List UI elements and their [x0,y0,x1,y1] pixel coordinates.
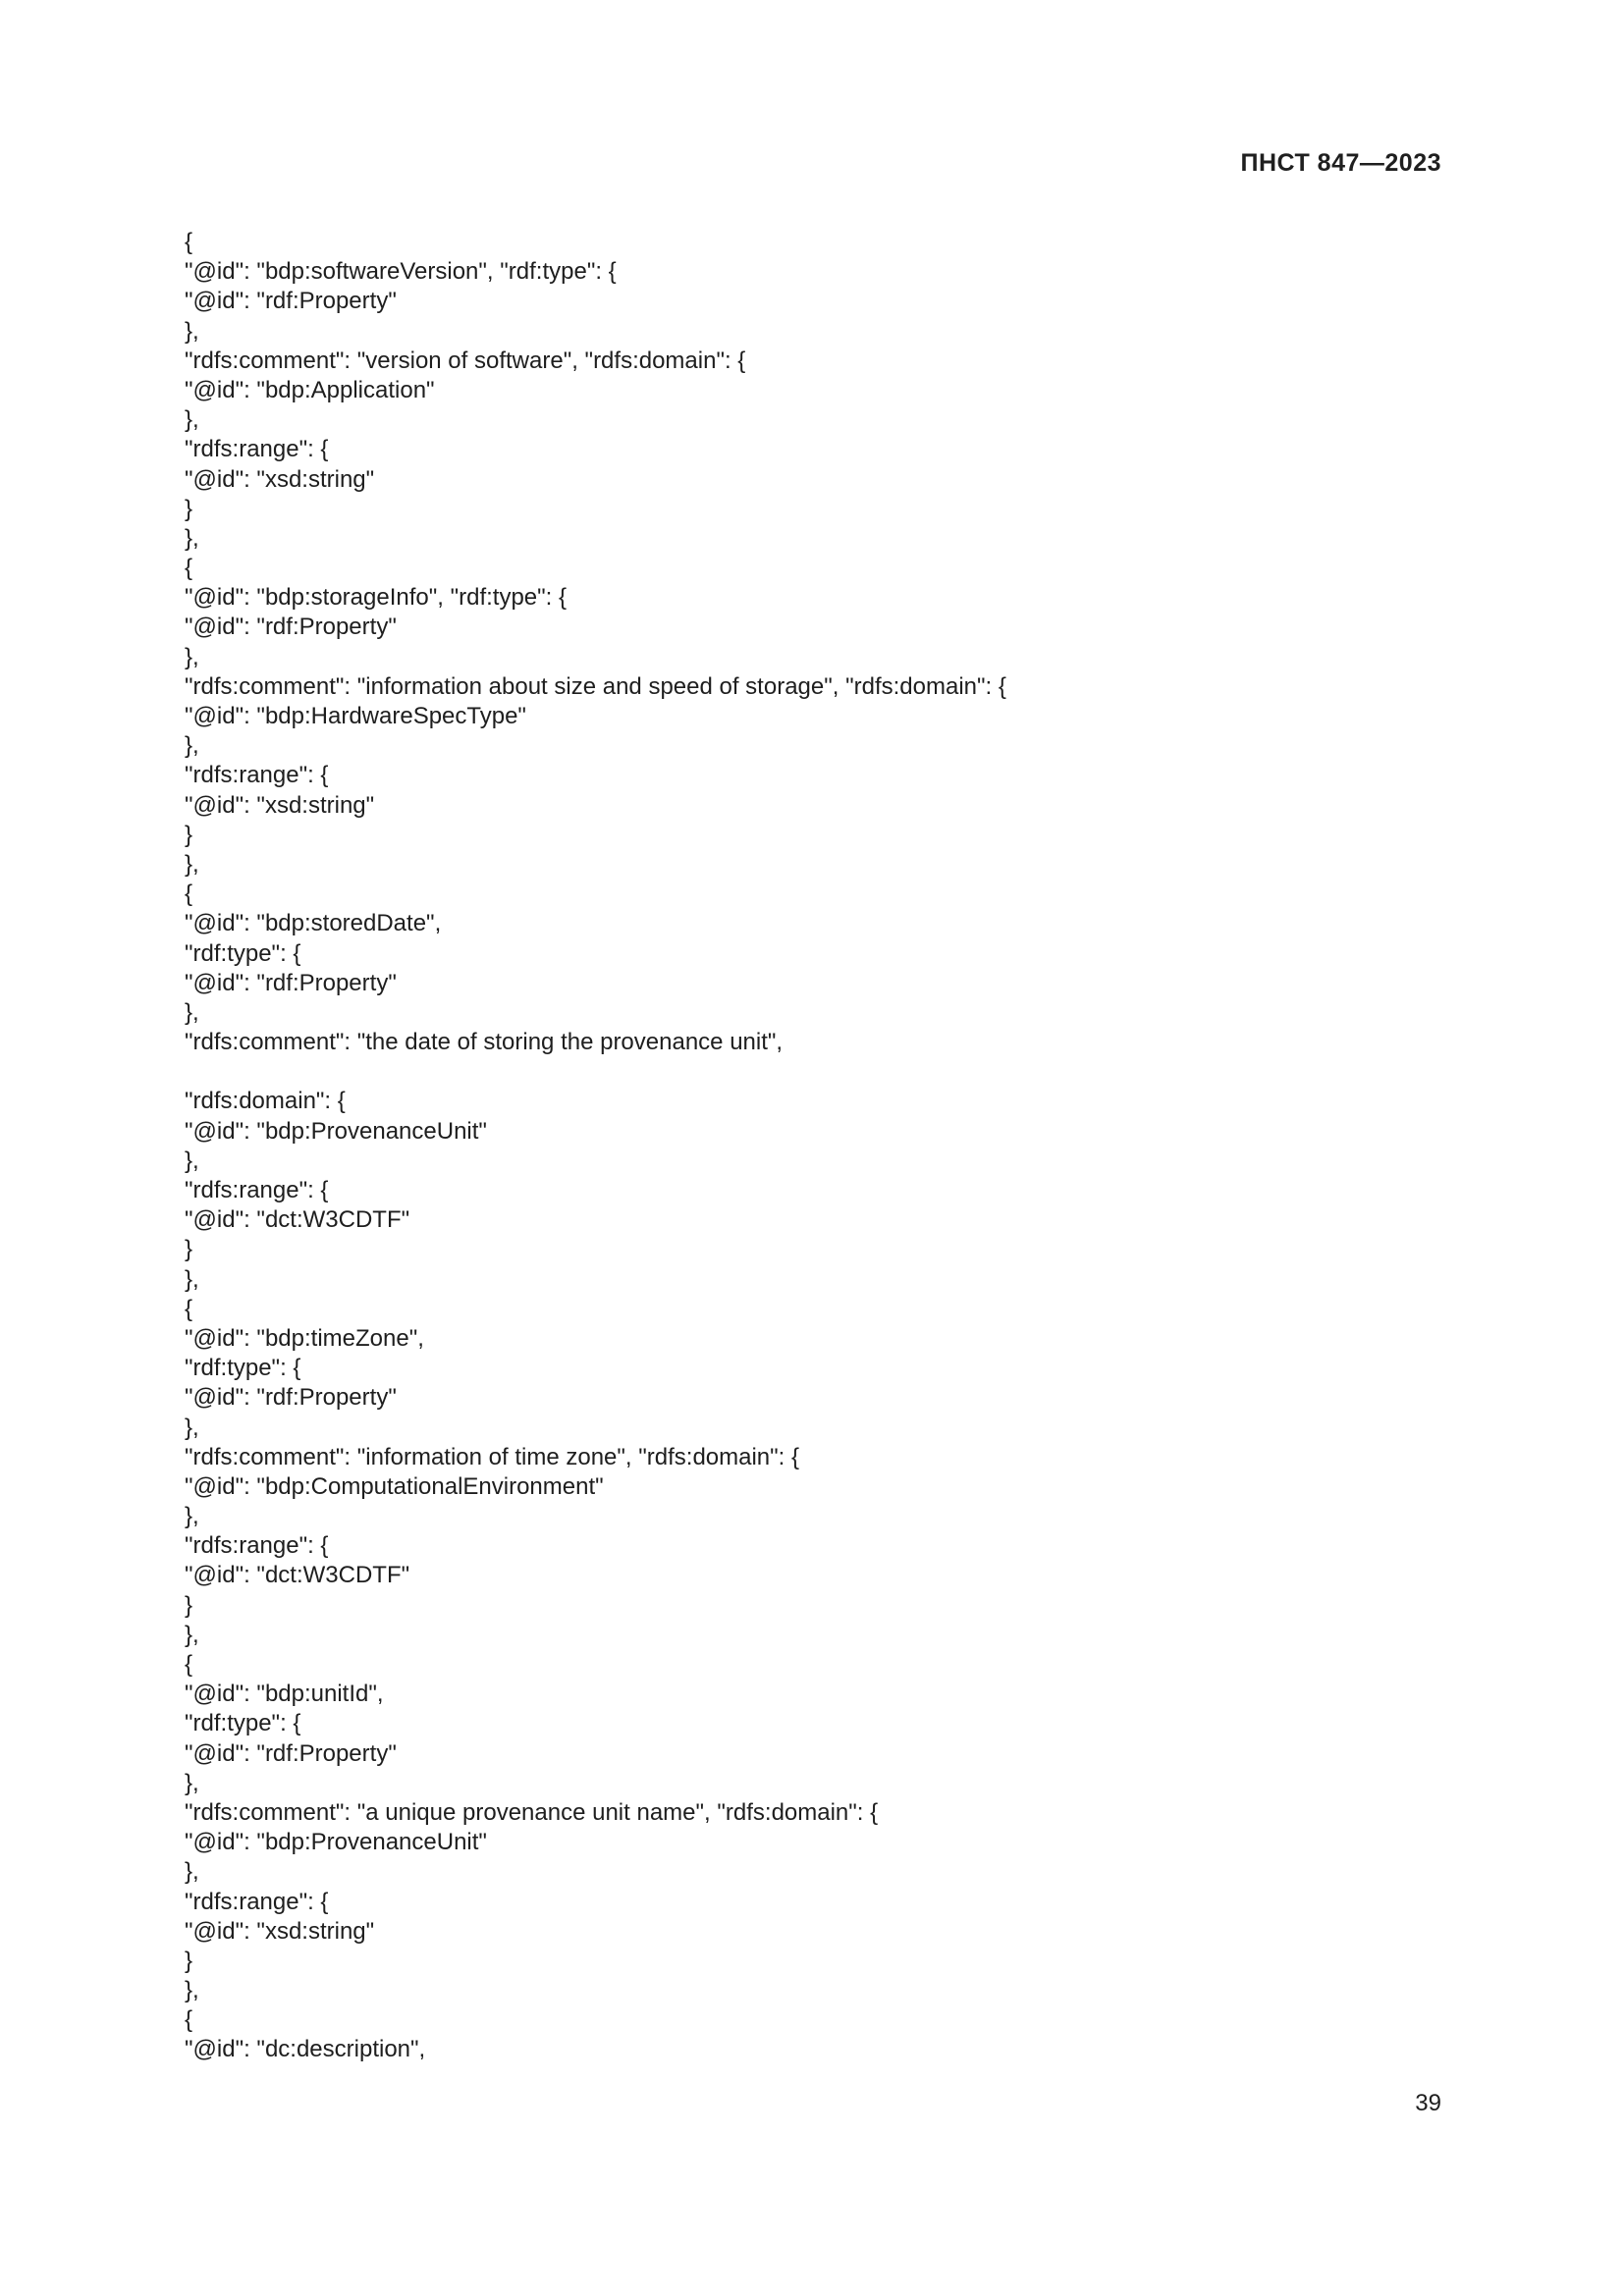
code-line: }, [185,1414,199,1441]
code-line: "@id": "rdf:Property" [185,1384,397,1412]
code-line: "rdf:type": { [185,1355,301,1382]
code-line: "@id": "dc:description", [185,2036,426,2063]
code-line: { [185,1651,193,1678]
code-line: "@id": "bdp:ComputationalEnvironment" [185,1472,604,1500]
code-line: "rdfs:comment": "information about size and speed of storage", "rdfs:domain": { [185,672,1006,700]
code-line: }, [185,1621,199,1648]
code-line: }, [185,1858,199,1886]
code-line: } [185,1591,193,1619]
code-line: "rdfs:range": { [185,762,329,789]
code-line: "rdf:type": { [185,939,301,967]
code-line: }, [185,1977,199,2004]
code-line: { [185,1295,193,1322]
code-line: "rdfs:comment": "information of time zone", "rdfs:domain": { [185,1443,800,1470]
code-line: "@id": "dct:W3CDTF" [185,1562,410,1589]
code-line: "rdfs:range": { [185,1177,329,1203]
code-line: { [185,2006,193,2034]
code-line: }, [185,998,199,1026]
code-line: "rdfs:range": { [185,436,329,463]
code-line: "@id": "rdf:Property" [185,1739,397,1767]
code-line: "@id": "xsd:string" [185,465,375,493]
code-line: "@id": "bdp:unitId", [185,1681,384,1708]
code-line: }, [185,1265,199,1293]
code-line: "@id": "bdp:softwareVersion", "rdf:type": { [185,258,617,286]
code-line: }, [185,1147,199,1174]
code-line: "@id": "rdf:Property" [185,969,397,996]
code-line: "@id": "dct:W3CDTF" [185,1206,410,1234]
standard-id-header: ПНСТ 847—2023 [1240,149,1441,177]
code-line: "@id": "bdp:HardwareSpecType" [185,703,526,729]
code-line: "@id": "bdp:storedDate", [185,910,442,937]
code-line: "@id": "xsd:string" [185,791,375,819]
code-line: "rdfs:domain": { [185,1088,346,1115]
code-line: }, [185,317,199,345]
code-line: "rdfs:range": { [185,1532,329,1560]
code-line: { [185,229,193,255]
code-line: "rdfs:range": { [185,1888,329,1915]
code-line: "rdfs:comment": "version of software", "rdfs:domain": { [185,347,746,374]
code-line: }, [185,643,199,670]
code-line: }, [185,406,199,434]
code-line: "@id": "rdf:Property" [185,614,397,641]
code-line: "@id": "xsd:string" [185,1917,375,1945]
code-line [185,1057,1441,1087]
code-line: }, [185,850,199,878]
code-line: "@id": "bdp:ProvenanceUnit" [185,1117,487,1145]
code-line: { [185,881,193,908]
code-line: "rdfs:comment": "the date of storing the provenance unit", [185,1029,784,1056]
code-line: }, [185,732,199,760]
page-number: 39 [1415,2090,1441,2116]
code-line: "rdf:type": { [185,1710,301,1737]
code-line: "@id": "bdp:Application" [185,376,435,403]
code-line: } [185,495,193,522]
code-line: } [185,1947,193,1974]
code-line: }, [185,1503,199,1530]
code-line: "@id": "rdf:Property" [185,288,397,315]
code-line: { [185,555,193,582]
code-line: }, [185,524,199,552]
code-line: } [185,821,193,848]
code-line: }, [185,1769,199,1796]
json-ld-code-block [185,228,1441,2065]
code-line: "@id": "bdp:ProvenanceUnit" [185,1829,487,1856]
code-line: } [185,1236,193,1263]
code-line: "@id": "bdp:storageInfo", "rdf:type": { [185,584,568,612]
code-line: "@id": "bdp:timeZone", [185,1324,424,1352]
code-line: "rdfs:comment": "a unique provenance unit name", "rdfs:domain": { [185,1798,879,1826]
